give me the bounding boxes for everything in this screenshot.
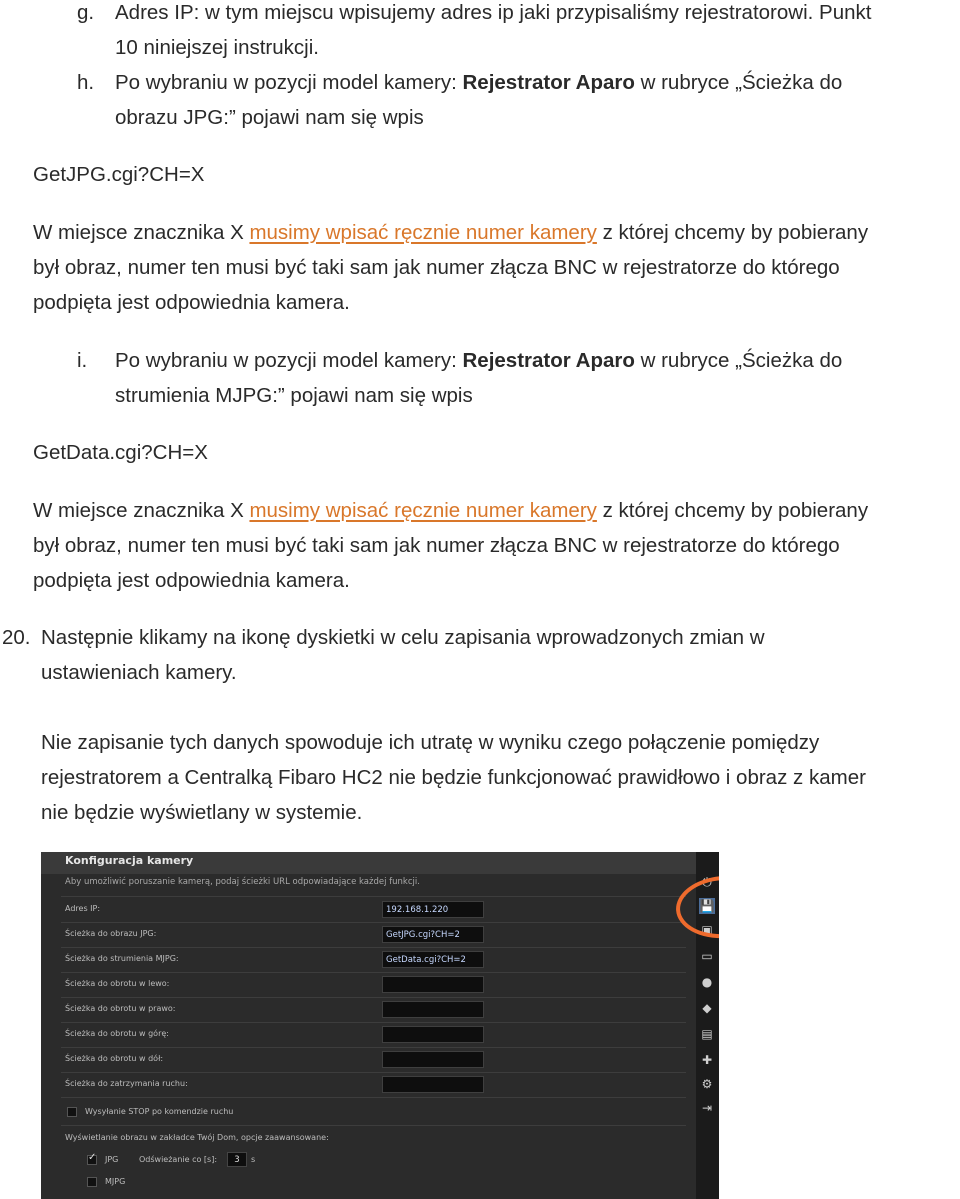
- divider: [61, 972, 686, 973]
- field-label-right: Ścieżka do obrotu w prawo:: [65, 1004, 176, 1013]
- divider: [61, 1072, 686, 1073]
- para-1-line-3: podpięta jest odpowiednia kamera.: [33, 291, 350, 314]
- item-h-text-end: w rubryce „Ścieżka do: [634, 71, 843, 94]
- refresh-interval-label: Odświeżanie co [s]:: [139, 1155, 218, 1164]
- dialog-description: Aby umożliwić poruszanie kamerą, podaj ścieżki URL odpowiadające każdej funkcji.: [65, 877, 420, 887]
- power-icon[interactable]: ⏻: [702, 875, 712, 889]
- mjpg-path: GetData.cgi?CH=X: [33, 441, 208, 464]
- display-options-label: Wyświetlanie obrazu w zakładce Twój Dom, opcje zaawansowane:: [65, 1133, 329, 1142]
- plus-icon[interactable]: ✚: [701, 1053, 713, 1067]
- divider: [61, 997, 686, 998]
- step-20-line-2: ustawieniach kamery.: [41, 661, 237, 684]
- dialog-title: Konfiguracja kamery: [65, 854, 194, 867]
- stop-after-move-label: Wysyłanie STOP po komendzie ruchu: [85, 1107, 234, 1116]
- divider: [61, 922, 686, 923]
- circle-icon[interactable]: ●: [701, 975, 713, 989]
- chart-icon[interactable]: ▤: [701, 1027, 713, 1041]
- para-2-line-3: podpięta jest odpowiednia kamera.: [33, 569, 350, 592]
- field-label-down: Ścieżka do obrotu w dół:: [65, 1054, 164, 1063]
- pan-left-path-input[interactable]: [382, 976, 484, 993]
- divider: [61, 1097, 686, 1098]
- cube-icon[interactable]: ◆: [702, 1001, 712, 1015]
- warning-line-3: nie będzie wyświetlany w systemie.: [41, 801, 363, 824]
- field-label-stop: Ścieżka do zatrzymania ruchu:: [65, 1079, 188, 1088]
- field-label-jpg: Ścieżka do obrazu JPG:: [65, 929, 157, 938]
- settings-icon[interactable]: ⚙: [701, 1077, 713, 1091]
- stop-after-move-checkbox[interactable]: [67, 1107, 77, 1117]
- item-h-text: Po wybraniu w pozycji model kamery:: [115, 71, 463, 94]
- mjpg-checkbox[interactable]: [87, 1177, 97, 1187]
- jpg-path-input[interactable]: GetJPG.cgi?CH=2: [382, 926, 484, 943]
- para-2-text-end: z której chcemy by pobierany: [596, 499, 869, 522]
- tilt-up-path-input[interactable]: [382, 1026, 484, 1043]
- step-number-20: 20.: [2, 626, 31, 649]
- item-i-text-end: w rubryce „Ścieżka do: [634, 349, 843, 372]
- field-label-left: Ścieżka do obrotu w lewo:: [65, 979, 170, 988]
- refresh-unit: s: [251, 1155, 256, 1164]
- ip-address-input[interactable]: 192.168.1.220: [382, 901, 484, 918]
- stop-path-input[interactable]: [382, 1076, 484, 1093]
- floppy-disk-save-icon[interactable]: 💾: [699, 899, 715, 913]
- para-1-line-2: był obraz, numer ten musi być taki sam jak numer złącza BNC w rejestratorze do którego: [33, 256, 840, 279]
- mjpg-checkbox-label: MJPG: [105, 1177, 126, 1186]
- monitor-icon[interactable]: ▭: [701, 949, 713, 963]
- warning-line-2: rejestratorem a Centralką Fibaro HC2 nie będzie funkcjonować prawidłowo i obraz z kamer: [41, 766, 866, 789]
- exit-icon[interactable]: ⇥: [701, 1101, 713, 1115]
- item-i-line-1: [115, 343, 842, 378]
- divider: [61, 947, 686, 948]
- jpg-path: GetJPG.cgi?CH=X: [33, 163, 205, 186]
- camera-model-name: Rejestrator Aparo: [462, 71, 635, 94]
- item-g-line-2: 10 niniejszej instrukcji.: [115, 36, 319, 59]
- highlighted-instruction: musimy wpisać ręcznie numer kamery: [249, 499, 597, 522]
- camera-config-screenshot: [41, 852, 719, 1199]
- warning-line-1: Nie zapisanie tych danych spowoduje ich utratę w wyniku czego połączenie pomiędzy: [41, 731, 820, 754]
- highlighted-instruction: musimy wpisać ręcznie numer kamery: [249, 221, 597, 244]
- mjpg-path-input[interactable]: GetData.cgi?CH=2: [382, 951, 484, 968]
- field-label-up: Ścieżka do obrotu w górę:: [65, 1029, 169, 1038]
- pan-right-path-input[interactable]: [382, 1001, 484, 1018]
- para-1-text-end: z której chcemy by pobierany: [596, 221, 869, 244]
- item-i-line-2: strumienia MJPG:” pojawi nam się wpis: [115, 384, 473, 407]
- item-h-line-2: obrazu JPG:” pojawi nam się wpis: [115, 106, 424, 129]
- divider: [61, 1047, 686, 1048]
- save-icon-highlight-circle: [674, 873, 719, 942]
- step-20-line-1: Następnie klikamy na ikonę dyskietki w celu zapisania wprowadzonych zmian w: [41, 626, 765, 649]
- item-i-text: Po wybraniu w pozycji model kamery:: [115, 349, 463, 372]
- camera-model-name: Rejestrator Aparo: [462, 349, 635, 372]
- refresh-interval-input[interactable]: 3: [227, 1152, 247, 1167]
- list-marker-g: g.: [77, 1, 95, 24]
- field-label-ip: Adres IP:: [65, 904, 101, 913]
- list-marker-i: i.: [77, 349, 88, 372]
- para-2-line-2: był obraz, numer ten musi być taki sam jak numer złącza BNC w rejestratorze do którego: [33, 534, 840, 557]
- camera-icon[interactable]: ▣: [701, 923, 713, 937]
- para-1-line-1: [33, 215, 868, 250]
- item-h-line-1: [115, 65, 842, 100]
- jpg-checkbox-label: JPG: [105, 1155, 119, 1164]
- tilt-down-path-input[interactable]: [382, 1051, 484, 1068]
- divider: [61, 896, 686, 897]
- para-2-text: W miejsce znacznika X: [33, 499, 250, 522]
- item-g-line-1: Adres IP: w tym miejscu wpisujemy adres ip jaki przypisaliśmy rejestratorowi. Punkt: [115, 1, 872, 24]
- divider: [61, 1125, 686, 1126]
- list-marker-h: h.: [77, 71, 95, 94]
- para-1-text: W miejsce znacznika X: [33, 221, 250, 244]
- jpg-checkbox[interactable]: [87, 1155, 97, 1165]
- field-label-mjpg: Ścieżka do strumienia MJPG:: [65, 954, 179, 963]
- divider: [61, 1022, 686, 1023]
- para-2-line-1: [33, 493, 868, 528]
